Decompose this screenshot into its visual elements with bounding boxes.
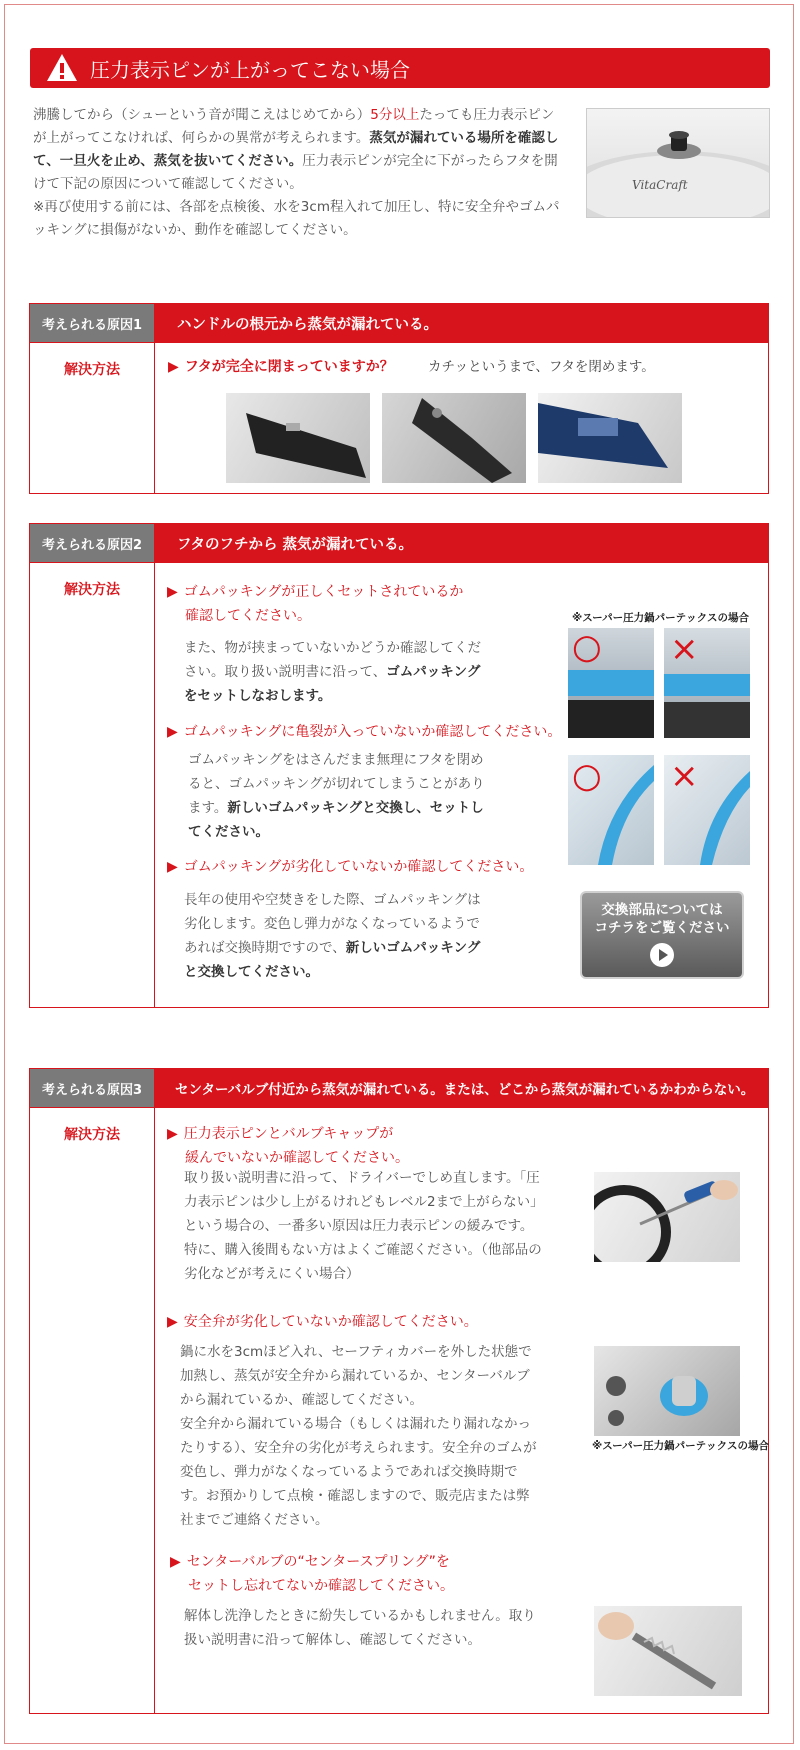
triangle-bullet-icon: ▶ bbox=[168, 359, 179, 375]
cause2-check3-text: ゴムパッキングが劣化していないか確認してください。 bbox=[183, 859, 534, 875]
cause2-check1-text-a: ゴムパッキングが正しくセットされているか bbox=[183, 584, 464, 600]
triangle-bullet-icon: ▶ bbox=[170, 1554, 181, 1570]
cause3-title: センターバルブ付近から蒸気が漏れている。または、どこから蒸気が漏れているかわからない。 bbox=[155, 1069, 768, 1107]
cause2-solution-label: 解決方法 bbox=[64, 582, 120, 598]
handle-photo-3 bbox=[538, 393, 682, 483]
handle-lock-illustration bbox=[382, 393, 526, 483]
gasket-correct-photo-2 bbox=[568, 755, 654, 865]
play-arrow-icon bbox=[650, 943, 674, 967]
cause3-text2-b: 安全弁から漏れている場合（もしくは漏れたり漏れなかったりする）、安全弁の劣化が考えられます。安全弁のゴムが変色し、弾力がなくなっているようであれば交換時期です。お預かりして点検・確認しますので、販売店または弊社までご連絡ください。 bbox=[180, 1416, 537, 1528]
cause3-check2-text: 安全弁が劣化していないか確認してください。 bbox=[183, 1314, 478, 1330]
cause3-text1: 取り扱い説明書に沿って、ドライバーでしめ直します。「圧力表示ピンは少し上がるけれどもレベル2まで上がらない」という場合の、一番多い原因は圧力表示ピンの緩みです。特に、購入後間もない方はよくご確認ください。（他部品の劣化などが考えにくい場合） bbox=[184, 1170, 544, 1282]
center-spring-illustration bbox=[594, 1606, 742, 1696]
handle-photo-1 bbox=[226, 393, 370, 483]
cause3-check3 bbox=[170, 1550, 454, 1598]
cause2-check2-text: ゴムパッキングに亀裂が入っていないか確認してください。 bbox=[183, 724, 562, 740]
screwdriver-photo bbox=[594, 1172, 740, 1262]
intro-p5: 圧力表示ピンが完全に下がったらフタを開けて下記の原因について確認してください。 bbox=[33, 153, 558, 192]
cause2-text2 bbox=[188, 748, 488, 844]
cause1-label: 考えられる原因1 bbox=[30, 304, 155, 342]
lid-illustration bbox=[587, 109, 769, 217]
safety-valve-photo bbox=[594, 1346, 740, 1436]
cause2-check1-text-b: 確認してください。 bbox=[185, 608, 311, 624]
replacement-parts-button[interactable] bbox=[582, 893, 742, 977]
cause2-text2-b: 新しいゴムパッキングと交換し、セットしてください。 bbox=[188, 800, 484, 840]
intro-p3: たっても圧力表示ピンが上がってこなければ、何らかの異常が考えられます。 bbox=[33, 107, 555, 146]
gasket-wrong-illustration-2 bbox=[664, 755, 750, 865]
intro-text bbox=[33, 104, 567, 242]
cause3-solution-label: 解決方法 bbox=[64, 1127, 120, 1143]
ok-mark-icon: ○ bbox=[572, 628, 602, 667]
section-title-bar bbox=[30, 48, 770, 88]
cause2-text3 bbox=[184, 888, 484, 984]
cause1-desc: カチッというまで、フタを閉めます。 bbox=[428, 359, 655, 375]
cause2-text1 bbox=[184, 636, 484, 708]
cause1-check-text: フタが完全に閉まっていますか？ bbox=[184, 359, 394, 375]
cause3-solution-column bbox=[30, 1108, 155, 1714]
cause1-solution-label: 解決方法 bbox=[64, 362, 120, 378]
gasket-correct-illustration-2 bbox=[568, 755, 654, 865]
intro-p1: 沸騰してから（シューという音が聞こえはじめてから） bbox=[33, 107, 371, 123]
center-spring-photo bbox=[594, 1606, 742, 1696]
cause3-check3-text-b: セットし忘れてないか確認してください。 bbox=[188, 1578, 454, 1594]
cause2-label: 考えられる原因2 bbox=[30, 524, 155, 562]
cause2-note: ※スーパー圧力鍋パーテックスの場合 bbox=[572, 612, 750, 624]
cause2-check1 bbox=[167, 580, 463, 628]
replacement-parts-button-line2: コチラをご覧ください bbox=[594, 920, 730, 936]
gasket-correct-photo-1 bbox=[568, 628, 654, 738]
cause3-check1-text-b: 緩んでいないか確認してください。 bbox=[185, 1150, 409, 1166]
cause2-text3-a: 長年の使用や空焚きをした際、ゴムパッキングは劣化します。変色し弾力がなくなっているようであれば交換時期ですので、 bbox=[184, 892, 481, 956]
cause3-text2 bbox=[180, 1340, 540, 1532]
safety-valve-illustration bbox=[594, 1346, 740, 1436]
cause2-text1-a: また、物が挟まっていないかどうか確認してください。取り扱い説明書に沿って、 bbox=[184, 640, 481, 680]
cause2-check2 bbox=[167, 720, 561, 744]
lid-photo bbox=[586, 108, 770, 218]
cause2-text2-a: ゴムパッキングをはさんだまま無理にフタを閉めると、ゴムパッキングが切れてしまうことがあります。 bbox=[188, 752, 485, 816]
cause3-check1 bbox=[167, 1122, 409, 1170]
cause2-solution-column bbox=[30, 563, 155, 1008]
cause2-title: フタのフチから 蒸気が漏れている。 bbox=[155, 524, 768, 562]
cause3-check2 bbox=[167, 1310, 478, 1334]
intro-note: ※再び使用する前には、各部を点検後、水を3cm程入れて加圧し、特に安全弁やゴムパッキングに損傷がないか、動作を確認してください。 bbox=[33, 199, 560, 238]
cause3-text2-a: 鍋に水を3cmほど入れ、セーフティカバーを外した状態で加熱し、蒸気が安全弁から漏れているか、センターバルブから漏れているか、確認してください。 bbox=[180, 1344, 532, 1408]
replacement-parts-button-line1: 交換部品については bbox=[601, 902, 723, 918]
handle-closed-illustration bbox=[226, 393, 370, 483]
cause1-title: ハンドルの根元から蒸気が漏れている。 bbox=[155, 304, 768, 342]
triangle-bullet-icon: ▶ bbox=[167, 1314, 178, 1330]
lid-brand-text: VitaCraft bbox=[632, 178, 688, 192]
cause3-check1-text-a: 圧力表示ピンとバルブキャップが bbox=[183, 1126, 394, 1142]
ok-mark-icon: ○ bbox=[572, 756, 602, 796]
triangle-bullet-icon: ▶ bbox=[167, 724, 178, 740]
triangle-bullet-icon: ▶ bbox=[167, 1126, 178, 1142]
handle-photo-2 bbox=[382, 393, 526, 483]
triangle-bullet-icon: ▶ bbox=[167, 859, 178, 875]
cause2-text1-b: ゴムパッキングをセットしなおします。 bbox=[184, 664, 481, 704]
intro-bold: 蒸気が漏れている場所を確認して、一旦火を止め、蒸気を抜いてください。 bbox=[33, 130, 559, 169]
ng-mark-icon: × bbox=[670, 756, 699, 796]
warning-icon bbox=[46, 52, 78, 84]
ng-mark-icon: × bbox=[670, 629, 699, 669]
triangle-bullet-icon: ▶ bbox=[167, 584, 178, 600]
cause3-label: 考えられる原因3 bbox=[30, 1069, 155, 1107]
gasket-wrong-photo-1 bbox=[664, 628, 750, 738]
gasket-wrong-photo-2 bbox=[664, 755, 750, 865]
cause3-text3: 解体し洗浄したときに紛失しているかもしれません。取り扱い説明書に沿って解体し、確認してください。 bbox=[184, 1608, 536, 1648]
gasket-correct-illustration-1 bbox=[568, 628, 654, 738]
cause1-panel bbox=[29, 303, 769, 494]
cause1-solution-column bbox=[30, 343, 155, 494]
cause2-check3 bbox=[167, 855, 533, 879]
cause3-note: ※スーパー圧力鍋パーテックスの場合 bbox=[592, 1440, 770, 1452]
handle-blue-illustration bbox=[538, 393, 682, 483]
cause1-check bbox=[168, 355, 394, 379]
screwdriver-illustration bbox=[594, 1172, 740, 1262]
cause2-text3-b: 新しいゴムパッキングと交換してください。 bbox=[184, 940, 481, 980]
intro-highlight: 5分以上 bbox=[370, 107, 420, 123]
gasket-wrong-illustration-1 bbox=[664, 628, 750, 738]
page-title: 圧力表示ピンが上がってこない場合 bbox=[90, 57, 410, 82]
cause3-check3-text-a: センターバルブの“センタースプリング”を bbox=[186, 1554, 450, 1570]
